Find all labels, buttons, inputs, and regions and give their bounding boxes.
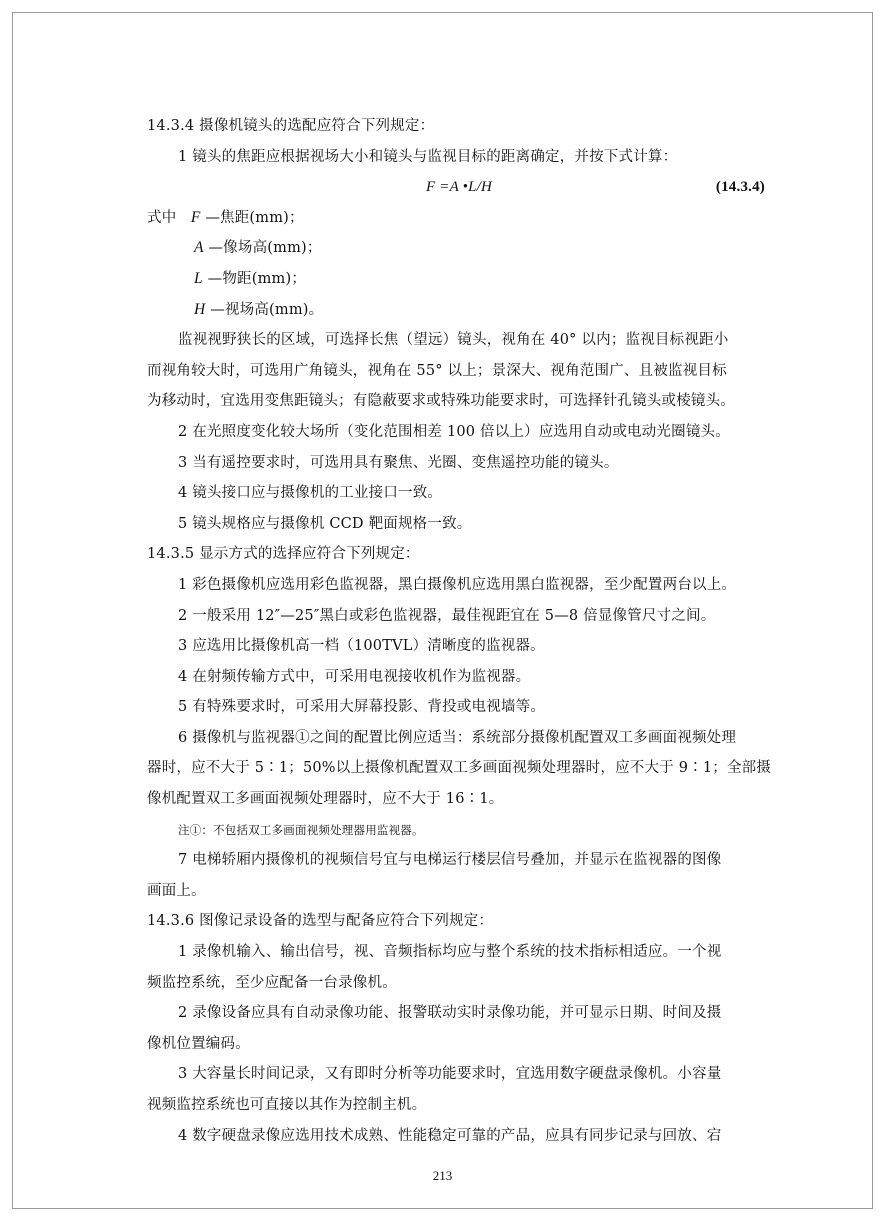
clause-1435-item-1: 1 彩色摄像机应选用彩色监视器，黑白摄像机应选用黑白监视器，至少配置两台以上。: [178, 576, 737, 593]
formula-line: [147, 172, 771, 203]
clause-1435-item-4: 4 在射频传输方式中，可采用电视接收机作为监视器。: [178, 668, 531, 685]
clause-1436-item-3-line: 3 大容量长时间记录，又有即时分析等功能要求时，宜选用数字硬盘录像机。小容量: [178, 1066, 722, 1083]
footnote: 注①：不包括双工多画面视频处理器用监视器。: [178, 822, 424, 837]
clause-1435-item-6-line: 器时，应不大于 5∶1；50%以上摄像机配置双工多画面视频处理器时，应不大于 9∶1；全部摄: [147, 760, 772, 777]
clause-1435-item-2: 2 一般采用 12″—25″黑白或彩色监视器，最佳视距宜在 5—8 倍显像管尺寸之间。: [178, 607, 716, 624]
clause-1435-item-7-line: 7 电梯轿厢内摄像机的视频信号宜与电梯运行楼层信号叠加，并显示在监视器的图像: [178, 852, 722, 869]
paragraph-line: 监视视野狭长的区域，可选择长焦（望远）镜头，视角在 40° 以内；监视目标视距小: [178, 332, 729, 349]
clause-1435-item-7-line: 画面上。: [147, 882, 206, 899]
clause-1436-item-1-line: 1 录像机输入、输出信号，视、音频指标均应与整个系统的技术指标相适应。一个视: [178, 944, 722, 961]
variable-description: —像场高(mm)；: [208, 240, 322, 257]
variable-description: —焦距(mm)；: [205, 209, 304, 226]
variable-symbol: F: [190, 208, 201, 226]
variable-description: —视场高(mm)。: [210, 301, 324, 318]
section-heading-14-3-5: 14.3.5 显示方式的选择应符合下列规定：: [147, 546, 420, 563]
clause-1435-item-6-line: 像机配置双工多画面视频处理器时，应不大于 16∶1。: [147, 791, 504, 808]
clause-1434-item-2: 2 在光照度变化较大场所（变化范围相差 100 倍以上）应选用自动或电动光圈镜头。: [178, 423, 730, 440]
clause-1436-item-2-line: 像机位置编码。: [147, 1035, 250, 1052]
clause-1434-item-5: 5 镜头规格应与摄像机 CCD 靶面规格一致。: [178, 515, 472, 532]
clause-1436-item-1-line: 频监控系统，至少应配备一台录像机。: [147, 974, 397, 991]
clause-1435-item-5: 5 有特殊要求时，可采用大屏幕投影、背投或电视墙等。: [178, 699, 546, 716]
variable-symbol: A: [194, 239, 204, 257]
variable-symbol: H: [194, 300, 206, 318]
clause-1434-item-3: 3 当有遥控要求时，可选用具有聚焦、光圈、变焦遥控功能的镜头。: [178, 454, 619, 471]
clause-1436-item-3-line: 视频监控系统也可直接以其作为控制主机。: [147, 1097, 427, 1113]
section-heading-14-3-6: 14.3.6 图像记录设备的选型与配备应符合下列规定：: [147, 913, 494, 930]
variable-definition: [147, 295, 771, 326]
paragraph-line: 为移动时，宜选用变焦距镜头；有隐蔽要求或特殊功能要求时，可选择针孔镜头或棱镜头。: [147, 393, 735, 410]
formula-number: (14.3.4): [715, 179, 765, 196]
page-number: 213: [432, 1168, 453, 1183]
clause-1435-item-3: 3 应选用比摄像机高一档（100TVL）清晰度的监视器。: [178, 638, 545, 655]
clause-1435-item-6-line: 6 摄像机与监视器①之间的配置比例应适当：系统部分摄像机配置双工多画面视频处理: [178, 729, 737, 746]
page-content: [147, 111, 771, 1151]
variable-description: —物距(mm)；: [207, 270, 307, 287]
clause-1436-item-4-line: 4 数字硬盘录像应选用技术成熟、性能稳定可靠的产品，应具有同步记录与回放、宕: [178, 1127, 722, 1144]
clause-1434-item-4: 4 镜头接口应与摄像机的工业接口一致。: [178, 485, 443, 502]
formula-expression: F =A •L/H: [425, 179, 493, 196]
variable-definition: [147, 203, 771, 234]
paragraph-line: 而视角较大时，可选用广角镜头，视角在 55° 以上；景深大、视角范围广、且被监视目标: [147, 362, 727, 379]
variable-definition: [147, 233, 771, 264]
where-label: 式中: [147, 209, 177, 226]
section-heading-14-3-4: 14.3.4 摄像机镜头的选配应符合下列规定：: [147, 118, 435, 134]
variable-symbol: L: [194, 269, 203, 287]
clause-1436-item-2-line: 2 录像设备应具有自动录像功能、报警联动实时录像功能，并可显示日期、时间及摄: [178, 1005, 722, 1022]
variable-definition: [147, 264, 771, 295]
clause-1434-item-1: 1 镜头的焦距应根据视场大小和镜头与监视目标的距离确定，并按下式计算：: [178, 148, 678, 165]
document-page: [12, 12, 873, 1209]
